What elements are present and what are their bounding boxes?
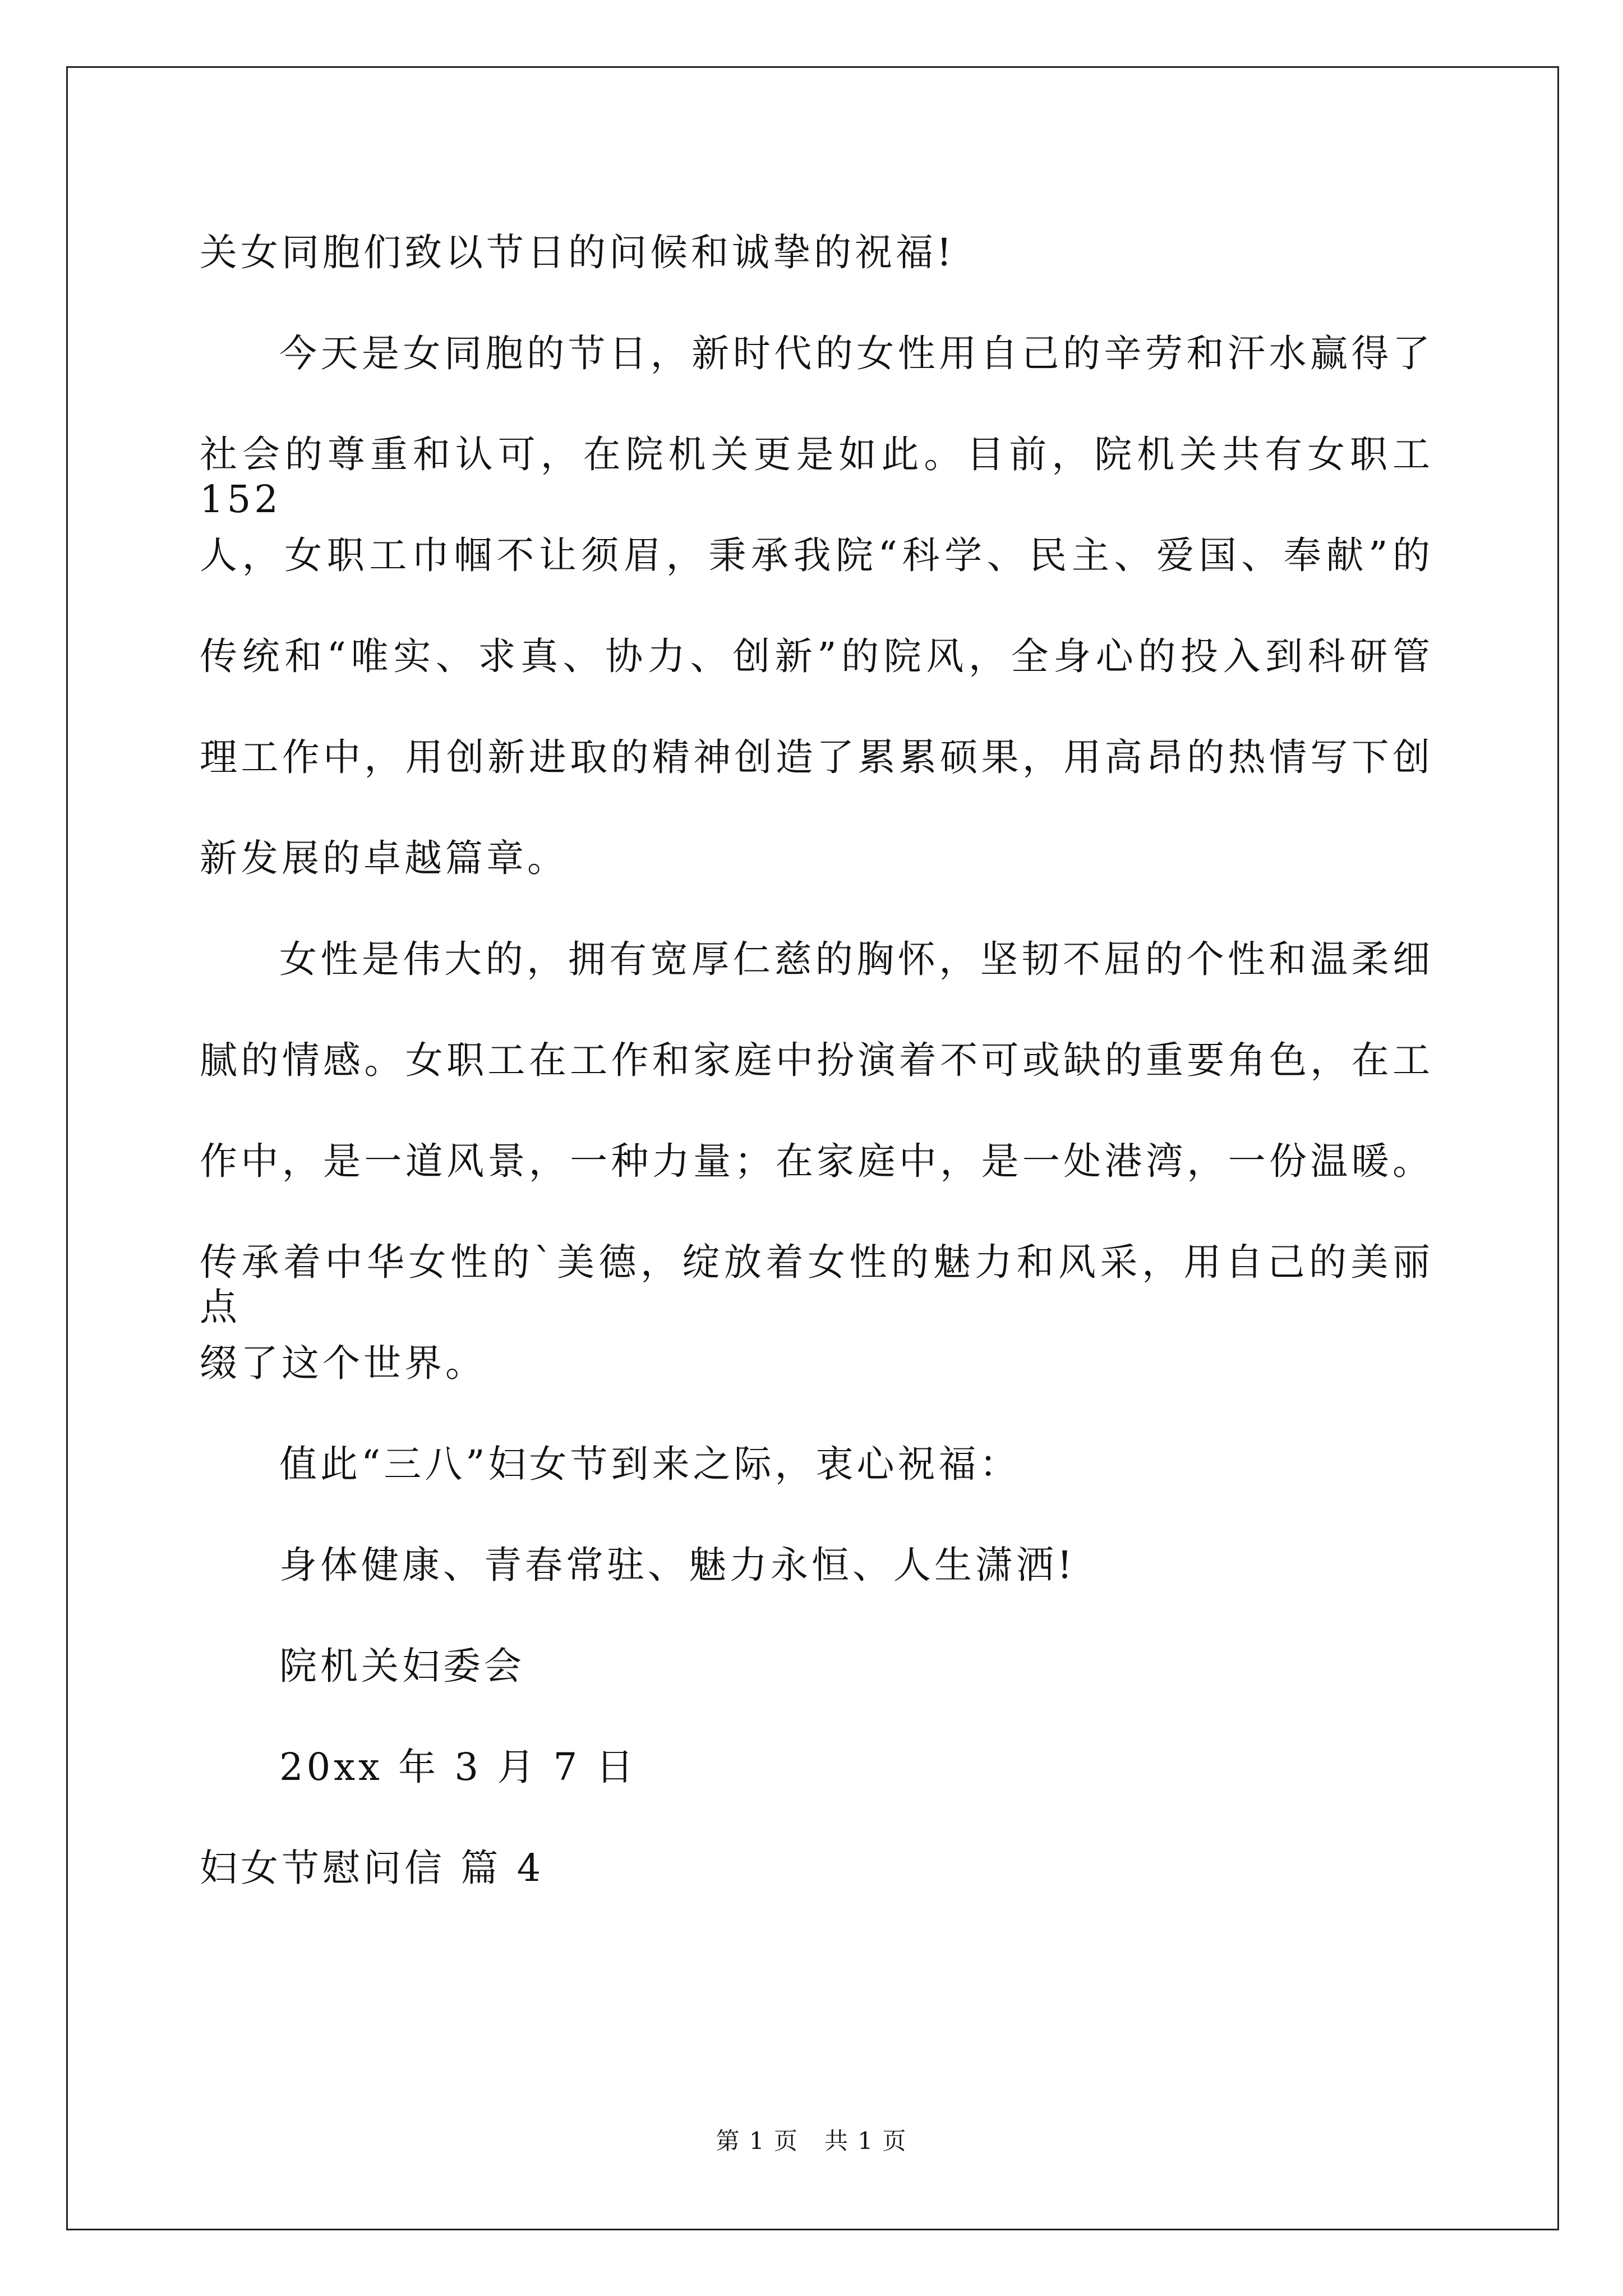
- paragraph-2-line-1: 女性是伟大的，拥有宽厚仁慈的胸怀，坚韧不屈的个性和温柔细: [279, 937, 1433, 981]
- paragraph-2-line-4: 传承着中华女性的`美德，绽放着女性的魅力和风采，用自己的美丽点: [200, 1240, 1433, 1329]
- signature-organization: 院机关妇委会: [279, 1644, 525, 1688]
- section-heading: 妇女节慰问信 篇 4: [200, 1846, 545, 1890]
- paragraph-1-line-6: 新发展的卓越篇章。: [200, 836, 568, 880]
- paragraph-2-line-5: 缀了这个世界。: [200, 1341, 486, 1385]
- signature-date: 20xx 年 3 月 7 日: [279, 1745, 637, 1789]
- paragraph-2-line-2: 腻的情感。女职工在工作和家庭中扮演着不可或缺的重要角色，在工: [200, 1038, 1433, 1082]
- paragraph-2-line-3: 作中，是一道风景，一种力量；在家庭中，是一处港湾，一份温暖。: [200, 1139, 1433, 1183]
- paragraph-1-line-5: 理工作中，用创新进取的精神创造了累累硕果，用高昂的热情写下创: [200, 735, 1433, 779]
- greeting-line: 值此“三八”妇女节到来之际，衷心祝福：: [279, 1442, 1021, 1486]
- paragraph-1-line-2: 社会的尊重和认可，在院机关更是如此。目前，院机关共有女职工 152: [200, 432, 1433, 521]
- blessing-line: 身体健康、青春常驻、魅力永恒、人生潇洒!: [279, 1543, 1076, 1587]
- text-line-1: 关女同胞们致以节日的问候和诚挚的祝福!: [200, 231, 955, 274]
- paragraph-1-line-3: 人，女职工巾帼不让须眉，秉承我院“科学、民主、爱国、奉献”的: [200, 533, 1433, 577]
- page-number-footer: 第 1 页 共 1 页: [716, 2127, 907, 2155]
- paragraph-1-line-1: 今天是女同胞的节日，新时代的女性用自己的辛劳和汗水赢得了: [279, 332, 1433, 375]
- paragraph-1-line-4: 传统和“唯实、求真、协力、创新”的院风，全身心的投入到科研管: [200, 634, 1433, 678]
